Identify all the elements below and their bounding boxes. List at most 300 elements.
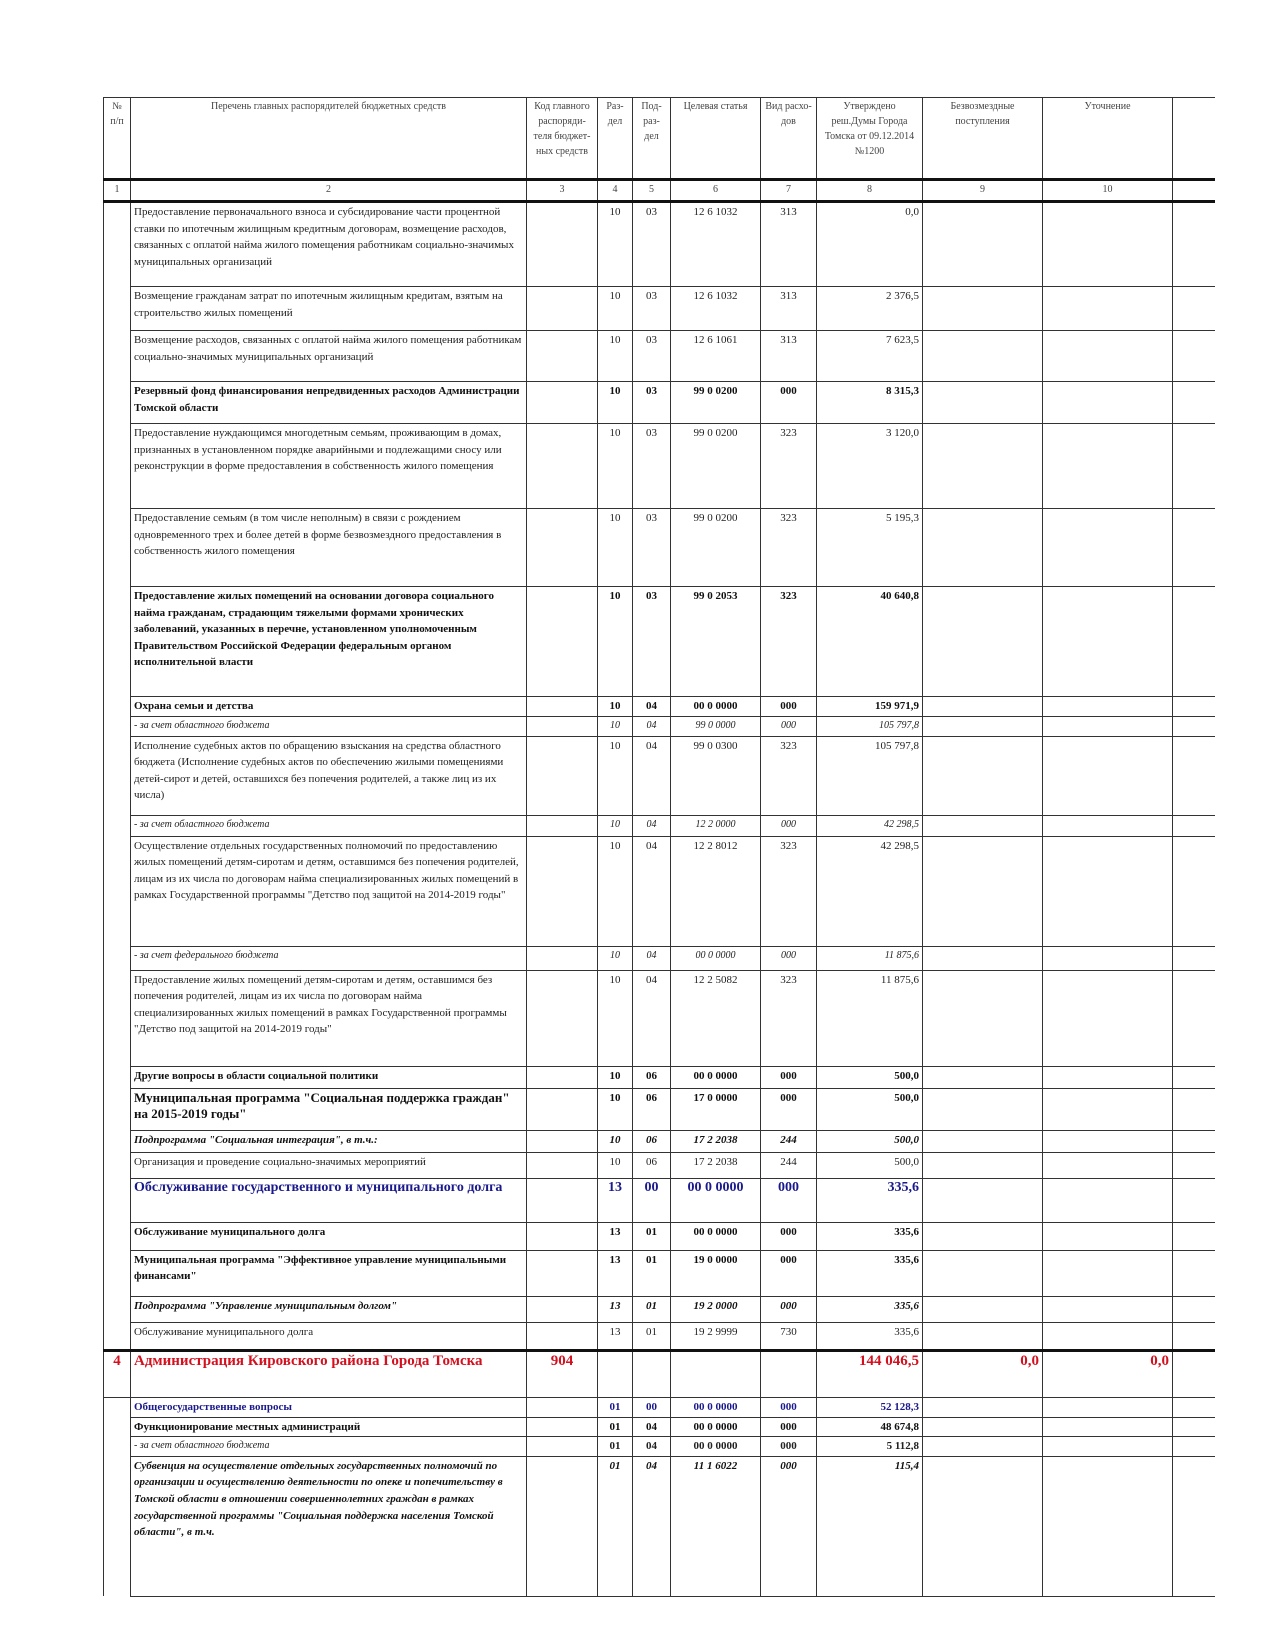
row-target-article: 99 0 2053 <box>671 587 761 697</box>
row-razdel: 10 <box>598 331 633 382</box>
row-podrazdel: 03 <box>633 287 671 331</box>
row-name: Организация и проведение социально-значимых мероприятий <box>131 1152 527 1178</box>
row-podrazdel: 06 <box>633 1088 671 1130</box>
row-code <box>527 424 598 509</box>
row-code <box>527 509 598 587</box>
row-extra-cell <box>1173 1088 1216 1130</box>
table-row <box>104 1456 1216 1596</box>
row-approved-amount: 5 112,8 <box>817 1437 923 1457</box>
row-razdel: 10 <box>598 815 633 836</box>
row-number <box>104 1437 131 1457</box>
row-target-article: 12 2 0000 <box>671 815 761 836</box>
row-adjustment <box>1043 1130 1173 1152</box>
row-target-article: 17 0 0000 <box>671 1088 761 1130</box>
row-code <box>527 1322 598 1350</box>
row-grants <box>923 1152 1043 1178</box>
row-target-article: 00 0 0000 <box>671 697 761 717</box>
row-target-article: 99 0 0200 <box>671 424 761 509</box>
row-code <box>527 716 598 736</box>
row-adjustment <box>1043 1417 1173 1437</box>
row-grants <box>923 716 1043 736</box>
row-target-article: 17 2 2038 <box>671 1152 761 1178</box>
row-podrazdel: 04 <box>633 1456 671 1596</box>
row-target-article: 19 2 0000 <box>671 1296 761 1322</box>
row-razdel: 01 <box>598 1456 633 1596</box>
row-razdel: 13 <box>598 1222 633 1250</box>
row-adjustment: 0,0 <box>1043 1350 1173 1397</box>
column-number: 5 <box>633 180 671 202</box>
row-razdel: 10 <box>598 697 633 717</box>
row-code <box>527 1437 598 1457</box>
row-name: Возмещение гражданам затрат по ипотечным жилищным кредитам, взятым на строительство жилых помещений <box>131 287 527 331</box>
row-expense-type: 313 <box>761 202 817 287</box>
row-code <box>527 1130 598 1152</box>
table-row <box>104 1152 1216 1178</box>
row-number <box>104 1088 131 1130</box>
header-cell: Целевая статья <box>671 98 761 180</box>
row-code <box>527 1066 598 1088</box>
row-number <box>104 1322 131 1350</box>
row-extra-cell <box>1173 331 1216 382</box>
header-cell <box>1173 98 1216 180</box>
row-podrazdel: 00 <box>633 1178 671 1222</box>
row-target-article: 00 0 0000 <box>671 1222 761 1250</box>
row-code <box>527 331 598 382</box>
row-podrazdel: 06 <box>633 1130 671 1152</box>
row-extra-cell <box>1173 1350 1216 1397</box>
row-number <box>104 424 131 509</box>
row-expense-type: 000 <box>761 697 817 717</box>
row-grants: 0,0 <box>923 1350 1043 1397</box>
row-name: Предоставление нуждающимся многодетным семьям, проживающим в домах, признанных в установленном порядке аварийными и подлежащими сносу или реконструкции в форме предоставления в собственность жилого помещения <box>131 424 527 509</box>
row-code <box>527 1152 598 1178</box>
row-extra-cell <box>1173 1437 1216 1457</box>
row-extra-cell <box>1173 1152 1216 1178</box>
row-code <box>527 1456 598 1596</box>
table-row <box>104 1437 1216 1457</box>
row-podrazdel: 04 <box>633 970 671 1066</box>
row-adjustment <box>1043 509 1173 587</box>
row-code <box>527 697 598 717</box>
row-grants <box>923 1066 1043 1088</box>
row-podrazdel: 06 <box>633 1066 671 1088</box>
row-target-article: 12 2 5082 <box>671 970 761 1066</box>
table-row <box>104 587 1216 697</box>
row-grants <box>923 202 1043 287</box>
column-number: 9 <box>923 180 1043 202</box>
table-row <box>104 815 1216 836</box>
row-extra-cell <box>1173 836 1216 946</box>
table-row <box>104 946 1216 970</box>
row-approved-amount: 11 875,6 <box>817 970 923 1066</box>
row-razdel: 10 <box>598 587 633 697</box>
row-adjustment <box>1043 697 1173 717</box>
row-code <box>527 1397 598 1417</box>
header-cell: Под-раз-дел <box>633 98 671 180</box>
row-grants <box>923 287 1043 331</box>
row-name: Предоставление первоначального взноса и субсидирование части процентной ставки по ипотечным жилищным кредитным договорам, возмещение расходов, связанных с оплатой найма жилого помещения работникам социально-значимых муниципальных организаций <box>131 202 527 287</box>
column-number: 1 <box>104 180 131 202</box>
table-row <box>104 1178 1216 1222</box>
budget-table-page <box>103 97 1215 1650</box>
row-approved-amount: 2 376,5 <box>817 287 923 331</box>
row-approved-amount: 11 875,6 <box>817 946 923 970</box>
row-grants <box>923 836 1043 946</box>
row-code <box>527 1250 598 1296</box>
row-podrazdel: 03 <box>633 424 671 509</box>
row-target-article: 12 2 8012 <box>671 836 761 946</box>
row-approved-amount: 335,6 <box>817 1322 923 1350</box>
table-row <box>104 1417 1216 1437</box>
table-row <box>104 716 1216 736</box>
row-expense-type: 323 <box>761 509 817 587</box>
row-razdel <box>598 1350 633 1397</box>
row-adjustment <box>1043 287 1173 331</box>
row-grants <box>923 970 1043 1066</box>
row-podrazdel: 04 <box>633 697 671 717</box>
row-number <box>104 1130 131 1152</box>
row-razdel: 10 <box>598 836 633 946</box>
row-expense-type: 000 <box>761 1222 817 1250</box>
row-extra-cell <box>1173 716 1216 736</box>
row-expense-type: 000 <box>761 1066 817 1088</box>
row-expense-type: 000 <box>761 1250 817 1296</box>
row-extra-cell <box>1173 1322 1216 1350</box>
row-expense-type: 730 <box>761 1322 817 1350</box>
column-number: 3 <box>527 180 598 202</box>
row-number <box>104 697 131 717</box>
row-number <box>104 1456 131 1596</box>
row-expense-type: 000 <box>761 946 817 970</box>
row-extra-cell <box>1173 1250 1216 1296</box>
row-target-article: 00 0 0000 <box>671 1417 761 1437</box>
row-extra-cell <box>1173 287 1216 331</box>
row-target-article: 12 6 1061 <box>671 331 761 382</box>
row-name: Муниципальная программа "Эффективное управление муниципальными финансами" <box>131 1250 527 1296</box>
row-expense-type: 000 <box>761 1397 817 1417</box>
row-approved-amount: 144 046,5 <box>817 1350 923 1397</box>
row-grants <box>923 1296 1043 1322</box>
row-razdel: 10 <box>598 287 633 331</box>
row-number <box>104 716 131 736</box>
row-grants <box>923 1322 1043 1350</box>
row-expense-type: 244 <box>761 1130 817 1152</box>
row-podrazdel: 01 <box>633 1250 671 1296</box>
header-cell: Перечень главных распорядителей бюджетных средств <box>131 98 527 180</box>
row-grants <box>923 1088 1043 1130</box>
row-grants <box>923 1130 1043 1152</box>
row-extra-cell <box>1173 815 1216 836</box>
row-razdel: 10 <box>598 424 633 509</box>
header-cell: № п/п <box>104 98 131 180</box>
table-row <box>104 1088 1216 1130</box>
row-extra-cell <box>1173 1066 1216 1088</box>
row-code <box>527 736 598 815</box>
row-razdel: 01 <box>598 1437 633 1457</box>
row-number <box>104 331 131 382</box>
row-extra-cell <box>1173 1296 1216 1322</box>
row-extra-cell <box>1173 1178 1216 1222</box>
column-number: 10 <box>1043 180 1173 202</box>
row-name: Подпрограмма "Социальная интеграция", в т.ч.: <box>131 1130 527 1152</box>
row-expense-type: 323 <box>761 587 817 697</box>
row-number <box>104 970 131 1066</box>
row-number <box>104 836 131 946</box>
row-number <box>104 1178 131 1222</box>
row-approved-amount: 159 971,9 <box>817 697 923 717</box>
row-name: Администрация Кировского района Города Томска <box>131 1350 527 1397</box>
row-podrazdel: 01 <box>633 1296 671 1322</box>
row-expense-type: 000 <box>761 1088 817 1130</box>
row-adjustment <box>1043 836 1173 946</box>
row-extra-cell <box>1173 946 1216 970</box>
row-code <box>527 382 598 424</box>
row-name: Обслуживание муниципального долга <box>131 1322 527 1350</box>
row-approved-amount: 42 298,5 <box>817 815 923 836</box>
row-razdel: 01 <box>598 1417 633 1437</box>
row-approved-amount: 105 797,8 <box>817 716 923 736</box>
row-name: Подпрограмма "Управление муниципальным долгом" <box>131 1296 527 1322</box>
row-razdel: 10 <box>598 382 633 424</box>
row-number <box>104 587 131 697</box>
row-podrazdel: 03 <box>633 509 671 587</box>
row-extra-cell <box>1173 587 1216 697</box>
row-approved-amount: 335,6 <box>817 1222 923 1250</box>
row-adjustment <box>1043 1437 1173 1457</box>
row-expense-type: 000 <box>761 1456 817 1596</box>
table-row <box>104 331 1216 382</box>
row-code <box>527 287 598 331</box>
row-razdel: 10 <box>598 946 633 970</box>
row-extra-cell <box>1173 1397 1216 1417</box>
row-grants <box>923 697 1043 717</box>
table-row <box>104 970 1216 1066</box>
row-expense-type: 000 <box>761 382 817 424</box>
row-expense-type: 244 <box>761 1152 817 1178</box>
row-extra-cell <box>1173 202 1216 287</box>
row-name: Общегосударственные вопросы <box>131 1397 527 1417</box>
row-adjustment <box>1043 1456 1173 1596</box>
row-podrazdel: 01 <box>633 1222 671 1250</box>
row-target-article: 12 6 1032 <box>671 287 761 331</box>
table-row <box>104 1322 1216 1350</box>
row-adjustment <box>1043 1322 1173 1350</box>
row-razdel: 13 <box>598 1322 633 1350</box>
table-row <box>104 1296 1216 1322</box>
row-approved-amount: 0,0 <box>817 202 923 287</box>
row-target-article: 00 0 0000 <box>671 1178 761 1222</box>
row-name: Предоставление жилых помещений детям-сиротам и детям, оставшимся без попечения родителей, лицам из их числа по договорам найма специализированных жилых помещений в рамках Государственной программы "Детство под защитой на 2014-2019 годы" <box>131 970 527 1066</box>
row-name: - за счет федерального бюджета <box>131 946 527 970</box>
row-grants <box>923 1222 1043 1250</box>
row-grants <box>923 1437 1043 1457</box>
row-extra-cell <box>1173 509 1216 587</box>
row-grants <box>923 331 1043 382</box>
row-razdel: 10 <box>598 716 633 736</box>
row-target-article: 12 6 1032 <box>671 202 761 287</box>
row-name: Обслуживание государственного и муниципального долга <box>131 1178 527 1222</box>
row-grants <box>923 1417 1043 1437</box>
column-number-row <box>104 180 1216 202</box>
row-adjustment <box>1043 202 1173 287</box>
row-podrazdel: 03 <box>633 587 671 697</box>
table-row <box>104 836 1216 946</box>
row-target-article: 00 0 0000 <box>671 1437 761 1457</box>
row-extra-cell <box>1173 697 1216 717</box>
row-podrazdel: 01 <box>633 1322 671 1350</box>
row-grants <box>923 736 1043 815</box>
row-name: Другие вопросы в области социальной политики <box>131 1066 527 1088</box>
row-adjustment <box>1043 1397 1173 1417</box>
row-extra-cell <box>1173 1417 1216 1437</box>
row-podrazdel: 04 <box>633 1417 671 1437</box>
row-target-article: 00 0 0000 <box>671 1397 761 1417</box>
budget-table <box>103 97 1215 1597</box>
row-podrazdel <box>633 1350 671 1397</box>
table-row <box>104 202 1216 287</box>
table-row <box>104 287 1216 331</box>
table-header-row <box>104 98 1216 180</box>
column-number: 6 <box>671 180 761 202</box>
row-grants <box>923 587 1043 697</box>
row-approved-amount: 335,6 <box>817 1250 923 1296</box>
row-code <box>527 202 598 287</box>
row-number <box>104 1397 131 1417</box>
table-row <box>104 1397 1216 1417</box>
row-code <box>527 1178 598 1222</box>
row-number <box>104 287 131 331</box>
row-podrazdel: 04 <box>633 946 671 970</box>
header-cell: Уточнение <box>1043 98 1173 180</box>
column-number: 7 <box>761 180 817 202</box>
row-adjustment <box>1043 1296 1173 1322</box>
row-expense-type <box>761 1350 817 1397</box>
row-name: Субвенция на осуществление отдельных государственных полномочий по организации и осуществлению деятельности по опеке и попечительству в Томской области в отношении совершеннолетних граждан в рамках государственной программы "Социальная поддержка населения Томской области", в т.ч. <box>131 1456 527 1596</box>
row-podrazdel: 00 <box>633 1397 671 1417</box>
row-number <box>104 1417 131 1437</box>
row-code <box>527 1417 598 1437</box>
row-expense-type: 323 <box>761 424 817 509</box>
row-target-article: 19 2 9999 <box>671 1322 761 1350</box>
row-number <box>104 1222 131 1250</box>
row-name: Исполнение судебных актов по обращению взыскания на средства областного бюджета (Исполнение судебных актов по обеспечению жилыми помещениями детей-сирот и детей, оставшихся без попечения родителей, а также лиц из их числа) <box>131 736 527 815</box>
row-razdel: 10 <box>598 1130 633 1152</box>
row-number <box>104 1066 131 1088</box>
row-razdel: 01 <box>598 1397 633 1417</box>
row-adjustment <box>1043 815 1173 836</box>
row-podrazdel: 04 <box>633 815 671 836</box>
row-number <box>104 1250 131 1296</box>
table-row <box>104 736 1216 815</box>
row-number <box>104 509 131 587</box>
row-razdel: 13 <box>598 1178 633 1222</box>
row-target-article: 19 0 0000 <box>671 1250 761 1296</box>
header-cell: Код главного распоряди-теля бюджет-ных средств <box>527 98 598 180</box>
row-expense-type: 313 <box>761 287 817 331</box>
row-number <box>104 382 131 424</box>
row-expense-type: 000 <box>761 1417 817 1437</box>
table-row <box>104 509 1216 587</box>
row-code <box>527 1296 598 1322</box>
row-razdel: 10 <box>598 202 633 287</box>
row-expense-type: 000 <box>761 1296 817 1322</box>
table-row <box>104 697 1216 717</box>
row-approved-amount: 5 195,3 <box>817 509 923 587</box>
row-approved-amount: 105 797,8 <box>817 736 923 815</box>
row-adjustment <box>1043 716 1173 736</box>
table-row <box>104 1350 1216 1397</box>
row-code <box>527 1088 598 1130</box>
row-code <box>527 836 598 946</box>
row-target-article: 99 0 0300 <box>671 736 761 815</box>
row-extra-cell <box>1173 970 1216 1066</box>
row-approved-amount: 500,0 <box>817 1066 923 1088</box>
row-target-article <box>671 1350 761 1397</box>
row-approved-amount: 335,6 <box>817 1296 923 1322</box>
row-razdel: 10 <box>598 970 633 1066</box>
row-podrazdel: 04 <box>633 836 671 946</box>
row-code <box>527 970 598 1066</box>
row-razdel: 13 <box>598 1296 633 1322</box>
row-target-article: 00 0 0000 <box>671 946 761 970</box>
row-target-article: 11 1 6022 <box>671 1456 761 1596</box>
row-razdel: 10 <box>598 1066 633 1088</box>
row-adjustment <box>1043 331 1173 382</box>
row-grants <box>923 946 1043 970</box>
row-target-article: 99 0 0000 <box>671 716 761 736</box>
row-extra-cell <box>1173 1222 1216 1250</box>
row-adjustment <box>1043 970 1173 1066</box>
row-number <box>104 736 131 815</box>
row-razdel: 10 <box>598 1152 633 1178</box>
row-name: Предоставление семьям (в том числе неполным) в связи с рождением одновременного трех и более детей в форме безвозмездного предоставления в собственность жилого помещения <box>131 509 527 587</box>
row-grants <box>923 1397 1043 1417</box>
column-number: 4 <box>598 180 633 202</box>
row-target-article: 00 0 0000 <box>671 1066 761 1088</box>
row-number <box>104 815 131 836</box>
row-number: 4 <box>104 1350 131 1397</box>
header-cell: Вид расхо-дов <box>761 98 817 180</box>
row-razdel: 13 <box>598 1250 633 1296</box>
row-razdel: 10 <box>598 509 633 587</box>
row-name: - за счет областного бюджета <box>131 1437 527 1457</box>
row-grants <box>923 1178 1043 1222</box>
row-name: Обслуживание муниципального долга <box>131 1222 527 1250</box>
row-extra-cell <box>1173 382 1216 424</box>
row-adjustment <box>1043 587 1173 697</box>
row-razdel: 10 <box>598 736 633 815</box>
row-name: Предоставление жилых помещений на основании договора социального найма гражданам, страдающим тяжелыми формами хронических заболеваний, указанных в перечне, установленном уполномоченным Правительством Российской Федерации федеральным органом исполнительной власти <box>131 587 527 697</box>
row-podrazdel: 03 <box>633 382 671 424</box>
row-name: - за счет областного бюджета <box>131 815 527 836</box>
row-approved-amount: 42 298,5 <box>817 836 923 946</box>
row-adjustment <box>1043 946 1173 970</box>
table-row <box>104 1222 1216 1250</box>
row-number <box>104 946 131 970</box>
column-number <box>1173 180 1216 202</box>
row-adjustment <box>1043 424 1173 509</box>
row-adjustment <box>1043 1066 1173 1088</box>
row-extra-cell <box>1173 424 1216 509</box>
row-adjustment <box>1043 382 1173 424</box>
row-grants <box>923 815 1043 836</box>
row-code <box>527 1222 598 1250</box>
row-extra-cell <box>1173 736 1216 815</box>
table-row <box>104 1066 1216 1088</box>
row-name: Осуществление отдельных государственных полномочий по предоставлению жилых помещений детям-сиротам и детям, оставшимся без попечения родителей, лицам из их числа по договорам найма специализированных жилых помещений в рамках Государственной программы "Детство под защитой на 2014-2019 годы" <box>131 836 527 946</box>
row-approved-amount: 52 128,3 <box>817 1397 923 1417</box>
row-podrazdel: 04 <box>633 736 671 815</box>
